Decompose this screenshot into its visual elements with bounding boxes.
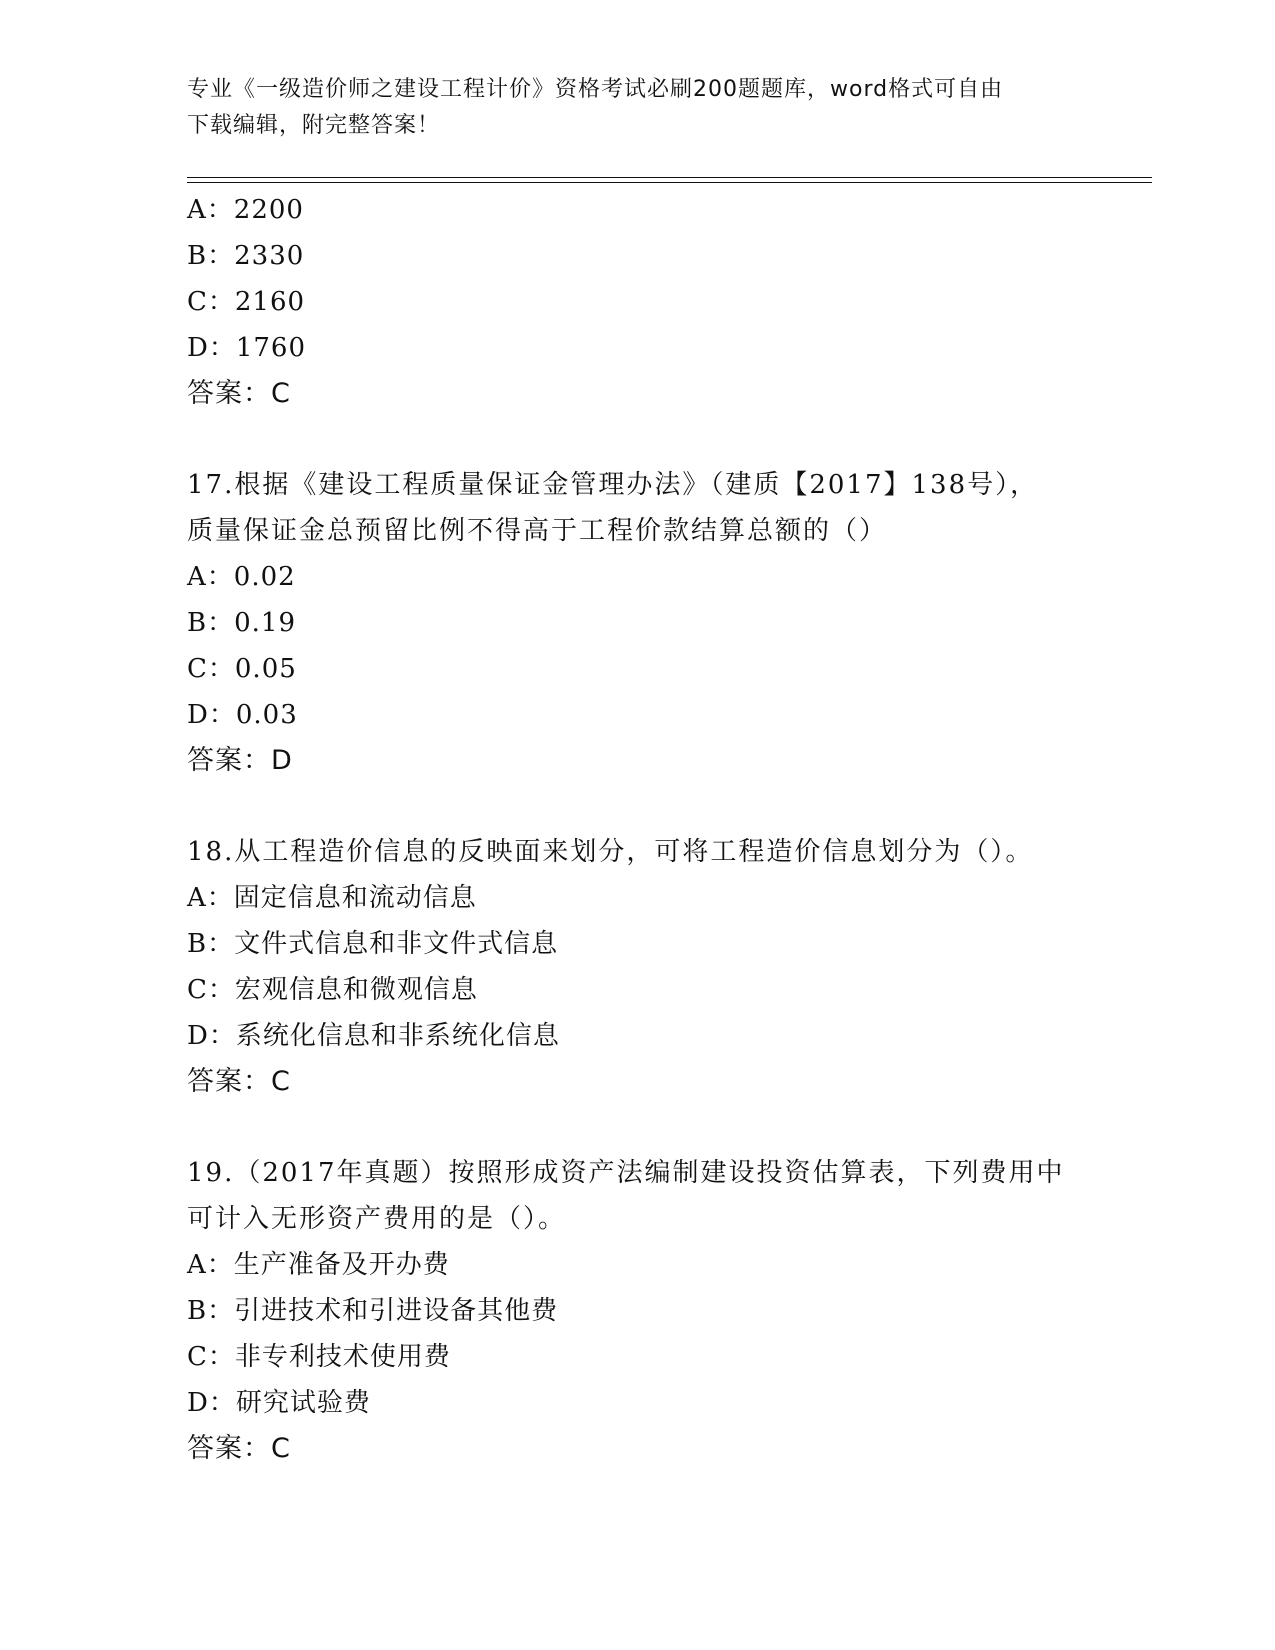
- question-stem: 18.从工程造价信息的反映面来划分，可将工程造价信息划分为（）。: [187, 837, 1034, 867]
- answer: 答案：C: [187, 1433, 291, 1464]
- question-stem-cont: 可计入无形资产费用的是（）。: [187, 1204, 567, 1234]
- question-19: [187, 1150, 1087, 1472]
- header-divider-bottom: [187, 182, 1152, 183]
- option-d: D：系统化信息和非系统化信息: [187, 1021, 560, 1051]
- option-a: A：生产准备及开办费: [187, 1250, 450, 1280]
- question-16: [187, 187, 1087, 417]
- option-c: C：2160: [187, 287, 306, 317]
- question-gap: [187, 784, 1087, 829]
- option-a: A：0.02: [187, 562, 296, 592]
- option-b: B：0.19: [187, 608, 296, 638]
- option-d: D：0.03: [187, 700, 298, 730]
- option-b: B：2330: [187, 241, 305, 271]
- option-a: A：2200: [187, 195, 304, 225]
- question-18: [187, 829, 1087, 1105]
- option-a: A：固定信息和流动信息: [187, 883, 477, 913]
- document-header: [187, 72, 1087, 144]
- option-c: C：0.05: [187, 654, 297, 684]
- answer: 答案：D: [187, 745, 293, 776]
- option-d: D：1760: [187, 333, 307, 363]
- answer: 答案：C: [187, 1066, 291, 1097]
- question-stem-cont: 质量保证金总预留比例不得高于工程价款结算总额的（）: [187, 516, 888, 546]
- question-gap: [187, 417, 1087, 462]
- question-17: [187, 462, 1087, 784]
- option-d: D：研究试验费: [187, 1388, 371, 1418]
- header-line-1: 专业《一级造价师之建设工程计价》资格考试必刷200题题库，word格式可自由: [187, 77, 1004, 102]
- answer: 答案：C: [187, 378, 291, 409]
- option-b: B：引进技术和引进设备其他费: [187, 1296, 559, 1326]
- question-stem: 17.根据《建设工程质量保证金管理办法》（建质【2017】138号），: [187, 470, 1039, 500]
- header-line-2: 下载编辑，附完整答案！: [187, 113, 441, 138]
- option-c: C：非专利技术使用费: [187, 1342, 451, 1372]
- header-divider-top: [187, 177, 1152, 178]
- question-gap: [187, 1105, 1087, 1150]
- option-b: B：文件式信息和非文件式信息: [187, 929, 559, 959]
- option-c: C：宏观信息和微观信息: [187, 975, 478, 1005]
- question-stem: 19.（2017年真题）按照形成资产法编制建设投资估算表，下列费用中: [187, 1158, 1065, 1188]
- question-list: [187, 187, 1087, 1472]
